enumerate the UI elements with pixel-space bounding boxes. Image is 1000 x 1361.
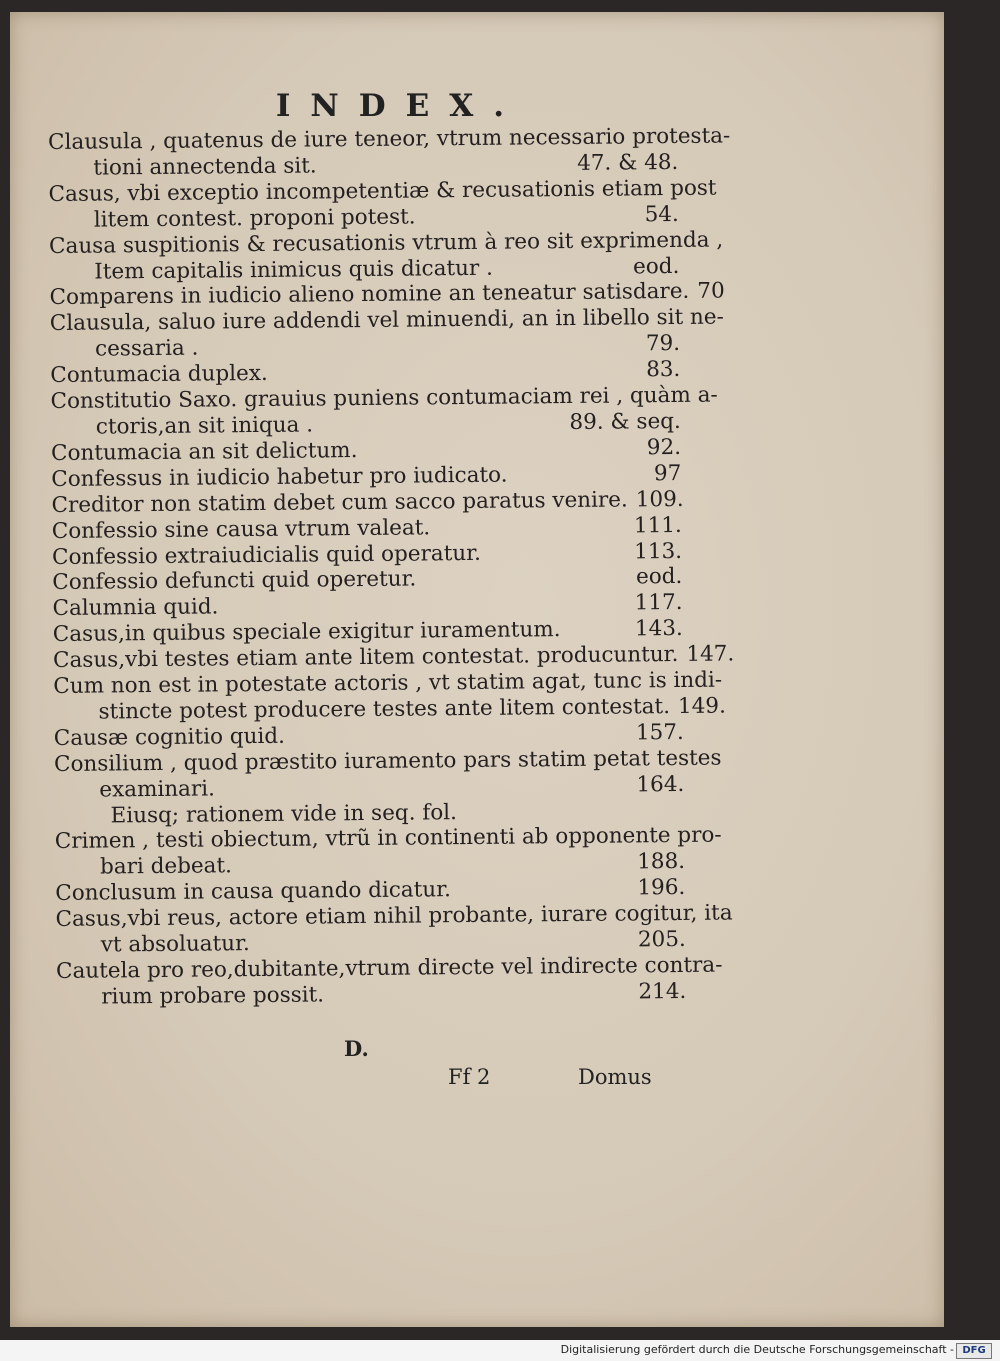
entry-text: vt absoluatur. — [100, 931, 250, 958]
index-entry — [54, 823, 722, 881]
entry-text: Cautela pro reo,dubitante,vtrum directe vel indirecte contra- — [55, 952, 723, 984]
entry-text: Contumacia duplex. — [50, 361, 268, 389]
entry-text: Clausula , quatenus de iure teneor, vtrum necessario protesta- — [48, 123, 731, 155]
entry-text: rium probare possit. — [101, 982, 325, 1010]
signature-mark: Ff 2 — [448, 1065, 491, 1089]
entry-page-ref: 92. — [646, 434, 682, 461]
entry-page-ref: 196. — [637, 875, 686, 901]
entry-page-ref — [732, 901, 740, 927]
digitization-footer — [0, 1340, 1000, 1361]
page-header: INDEX. — [275, 88, 525, 124]
entry-page-ref — [724, 305, 732, 331]
entry-text: Comparens in iudicio alieno nomine an teneatur satisdare. — [49, 279, 690, 311]
index-entry — [53, 745, 722, 830]
entry-page-ref: 79. — [645, 331, 681, 357]
entry-page-ref: 143. — [634, 616, 683, 642]
entry-text: Constitutio Saxo. grauius puniens contumaciam rei , quàm a- — [50, 382, 718, 415]
entry-text: bari debeat. — [99, 853, 233, 880]
entry-page-ref: 47. & 48. — [577, 149, 679, 176]
entry-page-ref: 109. — [635, 486, 684, 513]
entry-page-ref: 83. — [646, 357, 681, 383]
entry-text: examinari. — [99, 776, 216, 803]
entry-text: Conclusum in causa quando dicatur. — [55, 877, 452, 907]
index-entry — [49, 304, 724, 363]
entry-page-ref: 188. — [637, 849, 686, 875]
entry-text: Casus,vbi testes etiam ante litem contestat. producuntur. — [52, 642, 679, 674]
entry-page-ref: 157. — [635, 719, 684, 746]
entry-text: Causa suspitionis & recusationis vtrum à reo sit exprimenda , — [48, 227, 724, 259]
entry-page-ref: 89. & seq. — [569, 408, 681, 435]
entry-text: Consilium , quod præstito iuramento pars statim petat testes — [53, 745, 722, 777]
index-entry — [53, 667, 726, 726]
index-entry — [48, 123, 731, 182]
entry-text: Casus,vbi reus, actore etiam nihil probante, iurare cogitur, ita — [55, 900, 733, 933]
entry-text: stincte potest producere testes ante litem contestat. — [98, 693, 671, 725]
entry-text: Crimen , testi obiectum, vtrũ in continenti ab opponente pro- — [54, 823, 722, 855]
entry-page-ref: 117. — [634, 590, 683, 616]
entry-page-ref: 70 — [697, 278, 725, 305]
entry-text: Casus,in quibus speciale exigitur iuramentum. — [52, 617, 561, 648]
entry-page-ref: 149. — [677, 693, 726, 719]
entry-text: Casus, vbi exceptio incompetentiæ & recusationis etiam post — [48, 175, 717, 207]
index-entry — [50, 382, 718, 441]
entry-text: Confessio sine causa vtrum valeat. — [51, 514, 431, 544]
entry-page-ref: eod. — [632, 253, 680, 279]
entry-page-ref — [722, 952, 730, 978]
entry-text: ctoris,an sit iniqua . — [95, 412, 314, 440]
index-entry — [48, 227, 724, 286]
entry-page-ref: 164. — [636, 771, 685, 798]
entry-page-ref — [723, 227, 731, 253]
entry-text: Causæ cognitio quid. — [53, 723, 285, 751]
dfg-logo: DFG — [956, 1343, 992, 1359]
entry-page-ref — [718, 383, 726, 409]
book-page — [10, 12, 944, 1327]
index-entry — [48, 175, 717, 234]
entry-text: Cum non est in potestate actoris , vt statim agat, tunc is indi- — [53, 667, 723, 700]
entry-page-ref — [716, 175, 724, 201]
entry-page-ref: 113. — [634, 538, 683, 564]
entry-page-ref — [722, 823, 730, 849]
entry-line — [56, 979, 686, 1011]
entry-page-ref: 205. — [637, 927, 686, 953]
entry-text: tioni annectenda sit. — [93, 153, 317, 181]
entry-page-ref: 214. — [638, 978, 687, 1005]
entry-text: Clausula, saluo iure addendi vel minuendi, an in libello sit ne- — [49, 304, 724, 337]
entry-page-ref: 147. — [686, 641, 735, 668]
entry-text: Item capitalis inimicus quis dicatur . — [94, 255, 494, 285]
entry-page-ref: 54. — [644, 201, 679, 227]
entry-text: Eiusq; rationem vide in seq. fol. — [110, 799, 458, 828]
entry-page-ref — [721, 745, 729, 771]
section-letter: D. — [344, 1036, 369, 1061]
index-entries — [48, 123, 735, 1011]
entry-text: Contumacia an sit delictum. — [50, 437, 358, 466]
entry-text: Calumnia quid. — [52, 594, 219, 622]
index-entry — [55, 952, 723, 1011]
index-entry — [55, 900, 733, 959]
entry-page-ref: eod. — [635, 564, 683, 590]
entry-text: cessaria . — [94, 335, 199, 362]
footer-credit: Digitalisierung gefördert durch die Deutsche Forschungsgemeinschaft - — [560, 1343, 954, 1356]
entry-text: litem contest. proponi potest. — [93, 204, 416, 233]
entry-page-ref — [730, 123, 738, 149]
entry-page-ref: 97 — [653, 460, 682, 486]
entry-text: Creditor non statim debet cum sacco paratus venire. — [51, 487, 628, 518]
entry-text: Confessus in iudicio habetur pro iudicato. — [51, 462, 508, 492]
entry-page-ref — [676, 797, 684, 823]
entry-text: Confessio extraiudicialis quid operatur. — [51, 540, 481, 570]
entry-page-ref — [722, 668, 730, 694]
entry-text: Confessio defuncti quid operetur. — [52, 566, 417, 596]
catchword: Domus — [578, 1065, 652, 1089]
entry-page-ref: 111. — [633, 512, 682, 538]
